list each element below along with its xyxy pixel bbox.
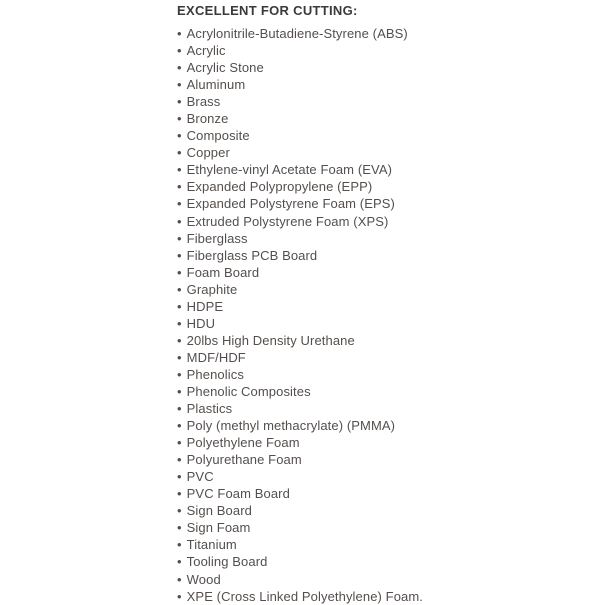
list-item — [177, 161, 590, 178]
section-title: EXCELLENT FOR CUTTING: — [177, 3, 358, 18]
bullet-icon: • — [177, 213, 182, 229]
material-name: Phenolic Composites — [186, 383, 311, 399]
list-item — [177, 485, 590, 502]
material-name: Aluminum — [186, 77, 246, 93]
bullet-icon: • — [177, 230, 182, 246]
list-item — [177, 349, 590, 366]
bullet-icon: • — [177, 401, 182, 417]
bullet-icon: • — [177, 298, 182, 314]
list-item — [177, 366, 590, 383]
list-item — [177, 315, 590, 332]
material-name: Fiberglass PCB Board — [186, 247, 318, 263]
bullet-icon: • — [177, 94, 182, 110]
materials-list — [177, 25, 590, 605]
material-name: Fiberglass — [186, 230, 248, 246]
material-name: Polyethylene Foam — [186, 435, 300, 451]
bullet-icon: • — [177, 281, 182, 297]
material-name: Copper — [186, 145, 230, 161]
bullet-icon: • — [177, 366, 182, 382]
bullet-icon: • — [177, 128, 182, 144]
list-item — [177, 417, 590, 434]
list-item — [177, 332, 590, 349]
material-name: Foam Board — [186, 264, 260, 280]
material-name: HDPE — [186, 298, 224, 314]
material-name: Tooling Board — [186, 554, 268, 570]
bullet-icon: • — [177, 469, 182, 485]
bullet-icon: • — [177, 349, 182, 365]
bullet-icon: • — [177, 26, 182, 41]
list-item — [177, 400, 590, 417]
material-name: Polyurethane Foam — [186, 452, 302, 468]
material-name: XPE (Cross Linked Polyethylene) Foam. — [186, 588, 424, 604]
material-name: PVC Foam Board — [186, 486, 290, 502]
material-name: Plastics — [186, 401, 233, 417]
material-name: Extruded Polystyrene Foam (XPS) — [186, 213, 389, 229]
bullet-icon: • — [177, 43, 182, 59]
bullet-icon: • — [177, 554, 182, 570]
material-name: MDF/HDF — [186, 349, 246, 365]
list-item — [177, 519, 590, 536]
material-name: Titanium — [186, 537, 237, 553]
list-item — [177, 536, 590, 553]
bullet-icon: • — [177, 179, 182, 195]
list-item — [177, 571, 590, 588]
list-item — [177, 213, 590, 230]
list-item — [177, 434, 590, 451]
material-name: Phenolics — [186, 366, 244, 382]
bullet-icon: • — [177, 383, 182, 399]
bullet-icon: • — [177, 435, 182, 451]
bullet-icon: • — [177, 452, 182, 468]
list-item — [177, 195, 590, 212]
list-item — [177, 553, 590, 570]
list-item — [177, 110, 590, 127]
bullet-icon: • — [177, 588, 182, 604]
material-name: Acrylic Stone — [186, 60, 264, 76]
material-name: HDU — [186, 315, 216, 331]
list-item — [177, 451, 590, 468]
list-item — [177, 588, 590, 605]
list-item — [177, 264, 590, 281]
list-item — [177, 468, 590, 485]
list-item — [177, 59, 590, 76]
list-item — [177, 281, 590, 298]
material-name: Ethylene-vinyl Acetate Foam (EVA) — [186, 162, 393, 178]
material-name: Brass — [186, 94, 221, 110]
material-name: Poly (methyl methacrylate) (PMMA) — [186, 418, 396, 434]
bullet-icon: • — [177, 111, 182, 127]
bullet-icon: • — [177, 520, 182, 536]
bullet-icon: • — [177, 247, 182, 263]
list-item — [177, 144, 590, 161]
list-item — [177, 127, 590, 144]
list-item — [177, 93, 590, 110]
list-item — [177, 502, 590, 519]
material-name: Sign Board — [186, 503, 252, 519]
material-name: Sign Foam — [186, 520, 251, 536]
list-item — [177, 247, 590, 264]
material-name: Wood — [186, 571, 221, 587]
material-name: 20lbs High Density Urethane — [186, 332, 355, 348]
list-item — [177, 178, 590, 195]
bullet-icon: • — [177, 503, 182, 519]
bullet-icon: • — [177, 486, 182, 502]
bullet-icon: • — [177, 60, 182, 76]
material-name: Acrylonitrile-Butadiene-Styrene (ABS) — [186, 26, 408, 41]
material-name: Composite — [186, 128, 250, 144]
bullet-icon: • — [177, 418, 182, 434]
bullet-icon: • — [177, 571, 182, 587]
list-item — [177, 298, 590, 315]
material-name: Bronze — [186, 111, 229, 127]
bullet-icon: • — [177, 77, 182, 93]
bullet-icon: • — [177, 332, 182, 348]
bullet-icon: • — [177, 537, 182, 553]
bullet-icon: • — [177, 162, 182, 178]
list-item — [177, 25, 590, 42]
material-name: Expanded Polypropylene (EPP) — [186, 179, 373, 195]
bullet-icon: • — [177, 264, 182, 280]
list-item — [177, 383, 590, 400]
bullet-icon: • — [177, 145, 182, 161]
bullet-icon: • — [177, 315, 182, 331]
material-name: Graphite — [186, 281, 238, 297]
material-name: PVC — [186, 469, 214, 485]
list-item — [177, 76, 590, 93]
bullet-icon: • — [177, 196, 182, 212]
material-name: Acrylic — [186, 43, 226, 59]
list-item — [177, 42, 590, 59]
material-name: Expanded Polystyrene Foam (EPS) — [186, 196, 395, 212]
list-item — [177, 230, 590, 247]
